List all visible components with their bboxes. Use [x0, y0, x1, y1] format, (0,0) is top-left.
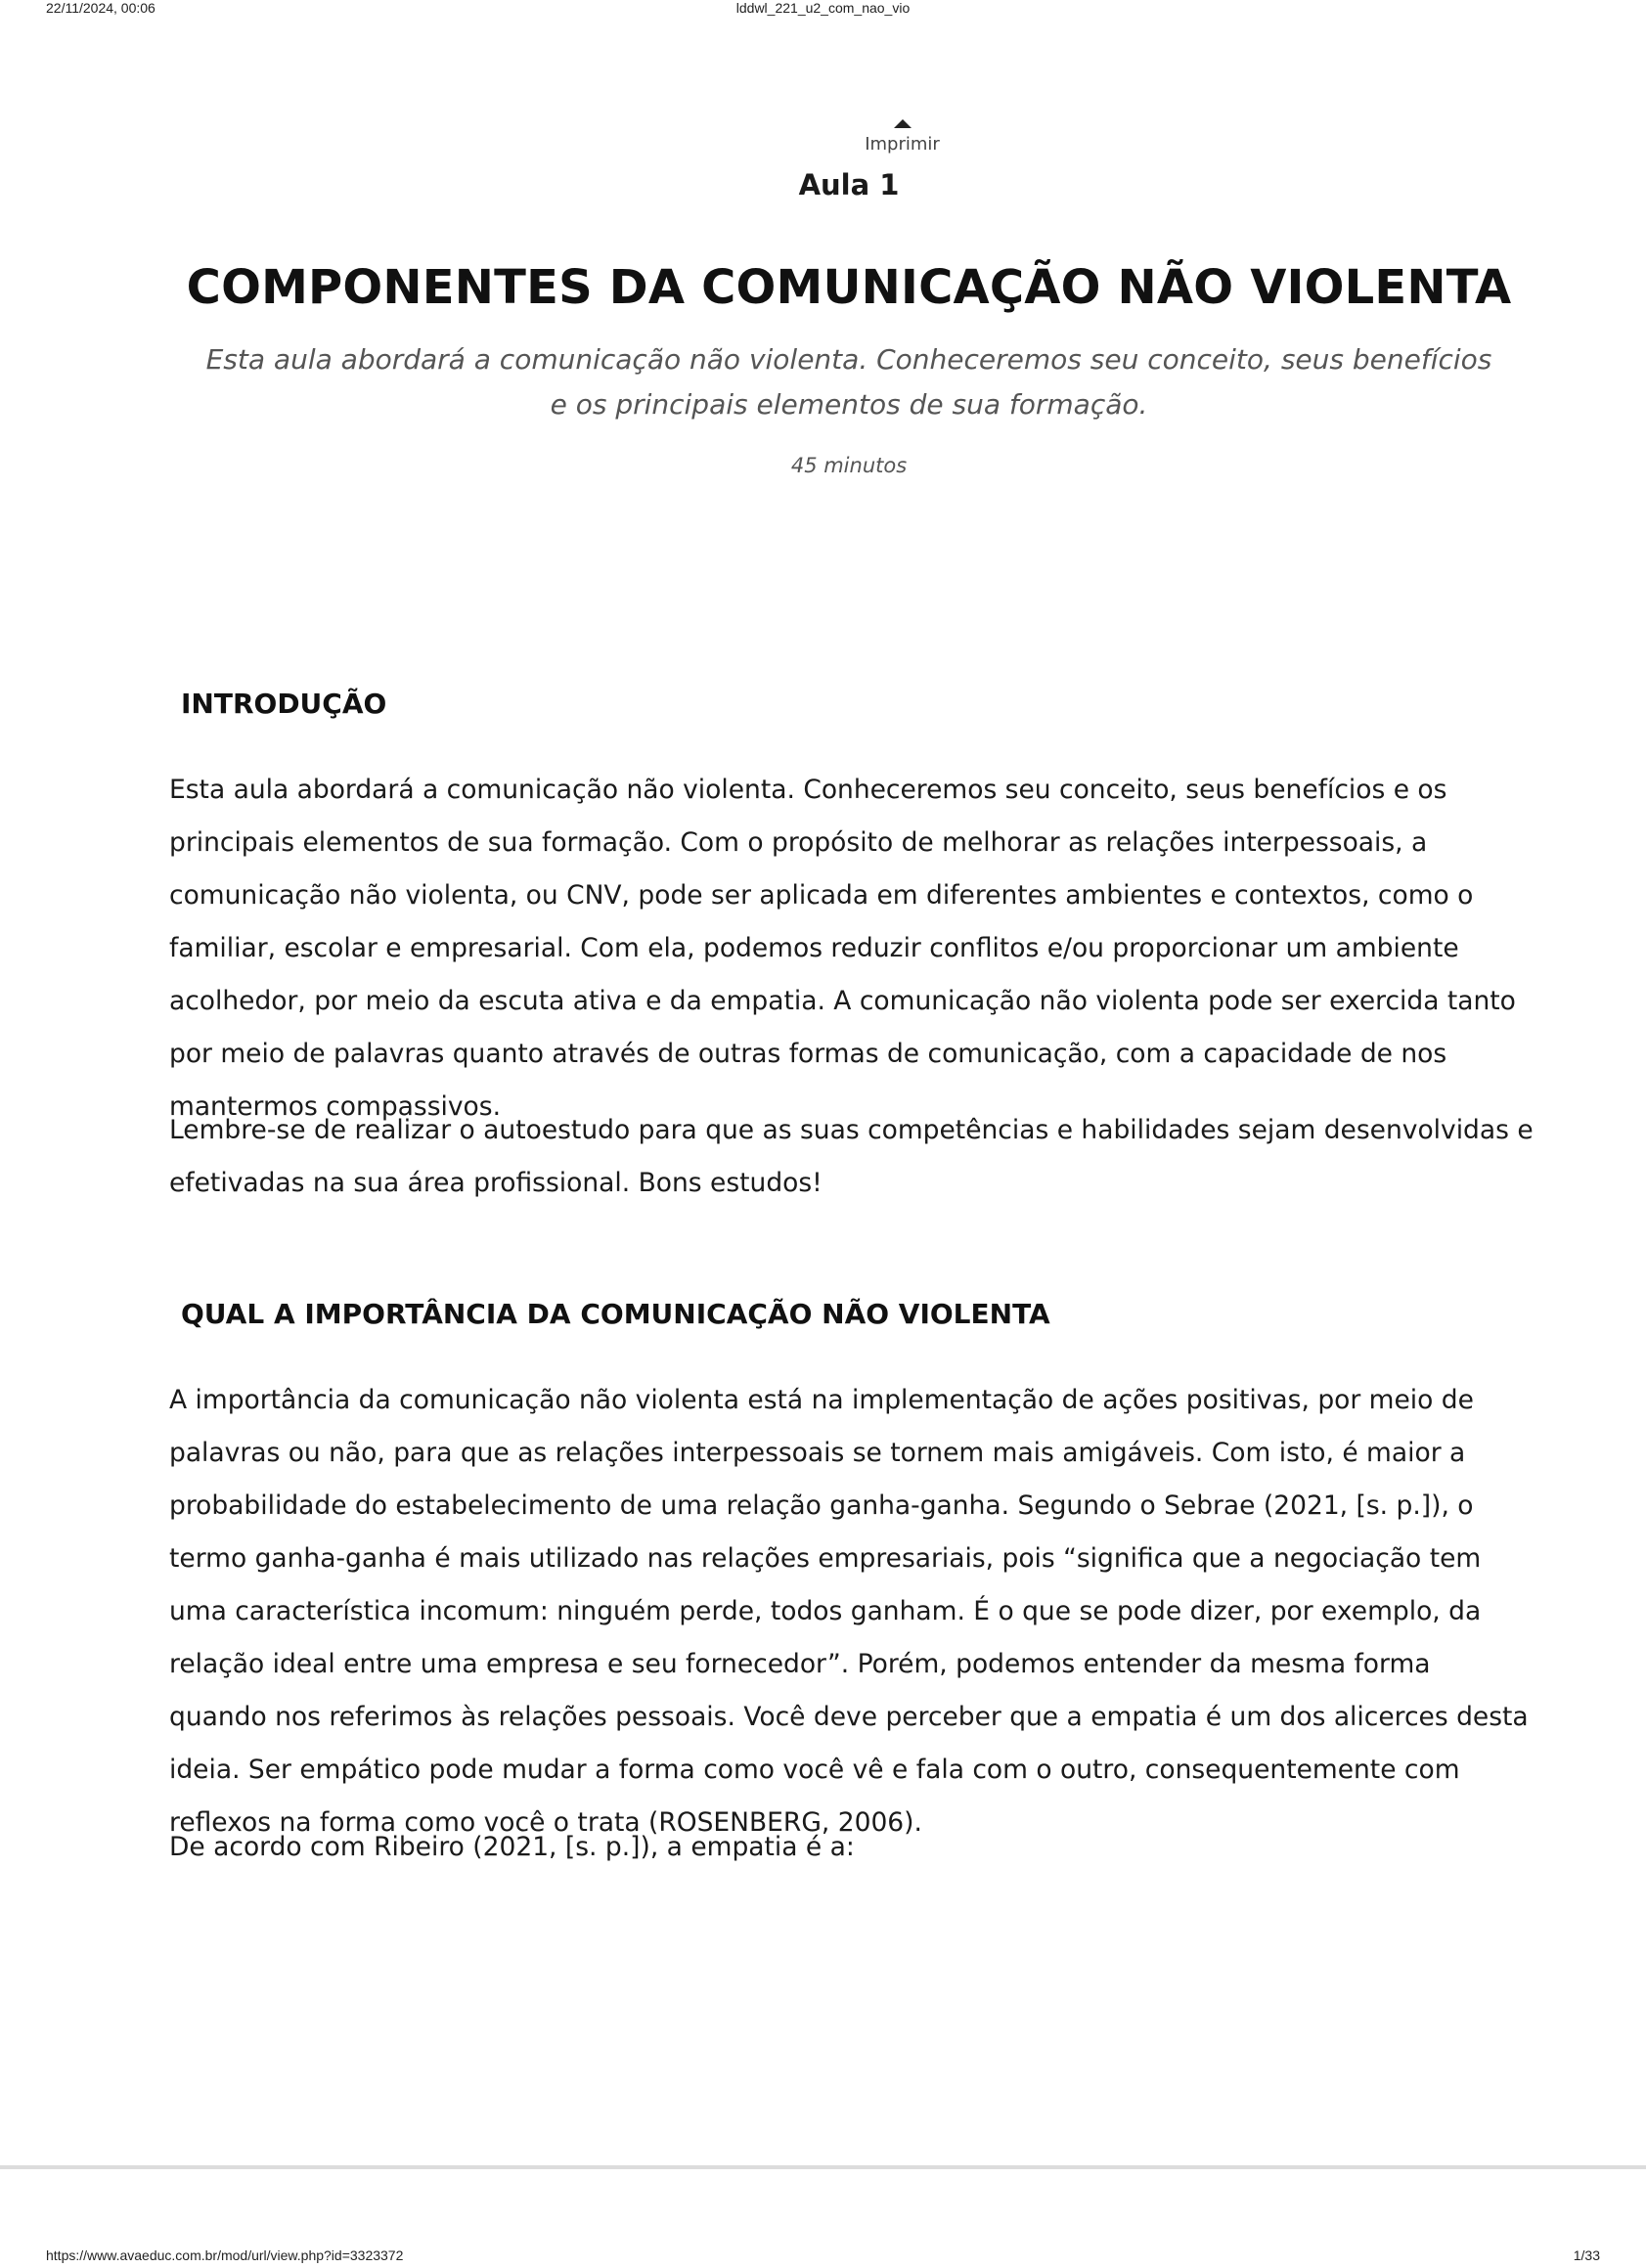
section-heading-importancia: QUAL A IMPORTÂNCIA DA COMUNICAÇÃO NÃO VIOLENTA — [181, 1298, 1050, 1330]
lesson-duration: 45 minutos — [790, 454, 908, 477]
paragraph: De acordo com Ribeiro (2021, [s. p.]), a empatia é a: — [169, 1832, 855, 1862]
lesson-label: Aula 1 — [798, 168, 900, 201]
paragraph: Esta aula abordará a comunicação não violenta. Conheceremos seu conceito, seus benefícios e os principais elementos de sua formação. Com o propósito de melhorar as relações interpessoais, a comunicação não violenta, ou CNV, pode ser aplicada em diferentes ambientes e contextos, como o familiar, escolar e empresarial. Com ela, podemos reduzir conflitos e/ou proporcionar um ambiente acolhedor, por meio da escuta ativa e da empatia. A comunicação não violenta pode ser exercida tanto por meio de palavras quanto através de outras formas de comunicação, com a capacidade de nos mantermos compassivos. — [169, 775, 1516, 1122]
print-button[interactable] — [841, 119, 963, 155]
section-heading-introducao: INTRODUÇÃO — [181, 688, 387, 720]
lesson-subtitle: Esta aula abordará a comunicação não violenta. Conheceremos seu conceito, seus benefícios e os principais elementos de sua formação. — [205, 343, 1492, 421]
print-header — [0, 0, 1646, 20]
caret-up-icon — [894, 119, 912, 128]
print-button-label: Imprimir — [865, 134, 940, 155]
print-datetime: 22/11/2024, 00:06 — [46, 0, 156, 16]
print-url: https://www.avaeduc.com.br/mod/url/view.php?id=3323372 — [46, 2247, 404, 2263]
print-document-title: lddwl_221_u2_com_nao_vio — [735, 0, 911, 16]
page-title: COMPONENTES DA COMUNICAÇÃO NÃO VIOLENTA — [186, 260, 1512, 315]
paragraph: Lembre-se de realizar o autoestudo para que as suas competências e habilidades sejam desenvolvidas e efetivadas na sua área profissional. Bons estudos! — [169, 1115, 1534, 1198]
print-page-number: 1/33 — [1573, 2247, 1600, 2263]
page-divider — [0, 2165, 1646, 2169]
paragraph: A importância da comunicação não violenta está na implementação de ações positivas, por meio de palavras ou não, para que as relações interpessoais se tornem mais amigáveis. Com isto, é maior a probabilidade do estabelecimento de uma relação ganha-ganha. Segundo o Sebrae (2021, [s. p.]), o termo ganha-ganha é mais utilizado nas relações empresariais, pois “significa que a negociação tem uma característica incomum: ninguém perde, todos ganham. É o que se pode dizer, por exemplo, da relação ideal entre uma empresa e seu fornecedor”. Porém, podemos entender da mesma forma quando nos referimos às relações pessoais. Você deve perceber que a empatia é um dos alicerces desta ideia. Ser empático pode mudar a forma como você vê e fala com o outro, consequentemente com reflexos na forma como você o trata (ROSENBERG, 2006). — [169, 1385, 1529, 1838]
print-footer — [0, 2247, 1646, 2267]
